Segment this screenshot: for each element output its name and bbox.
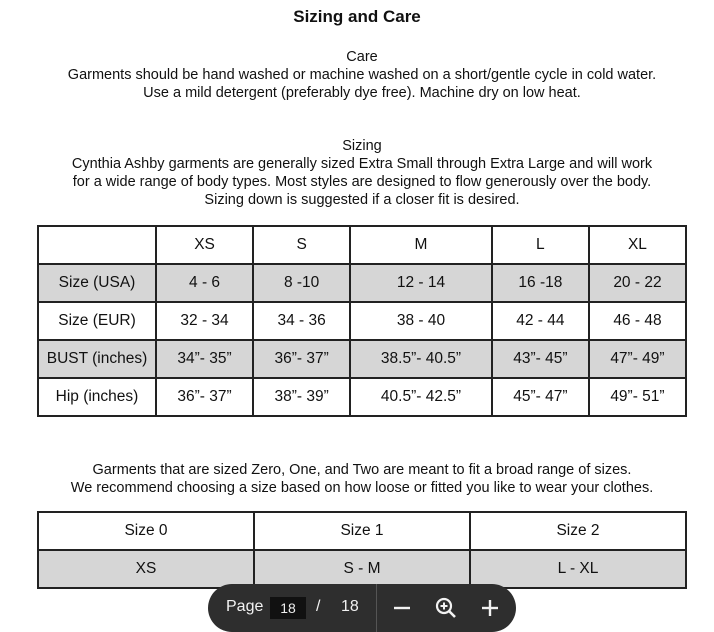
sizing-section bbox=[0, 137, 714, 209]
total-pages: 18 bbox=[341, 598, 359, 615]
table-cell: 34 - 36 bbox=[253, 302, 350, 340]
table-header-cell: Size 0 bbox=[38, 512, 254, 550]
zoom-in-icon bbox=[435, 597, 457, 619]
sizing-line: for a wide range of body types. Most styles are designed to flow generously over the body. bbox=[72, 174, 652, 190]
minus-icon bbox=[392, 598, 412, 618]
care-line: Use a mild detergent (preferably dye free). Machine dry on low heat. bbox=[143, 85, 581, 101]
care-line: Garments should be hand washed or machine washed on a short/gentle cycle in cold water. bbox=[67, 67, 657, 83]
table-row bbox=[38, 264, 686, 302]
table-header-row bbox=[38, 512, 686, 550]
table-cell: 34”- 35” bbox=[156, 340, 253, 378]
zero-size-note bbox=[0, 461, 714, 497]
table-cell: 4 - 6 bbox=[156, 264, 253, 302]
row-label: Size (EUR) bbox=[38, 302, 156, 340]
page-label: Page bbox=[226, 598, 264, 615]
care-section bbox=[0, 48, 714, 102]
table-cell: S - M bbox=[254, 550, 470, 588]
zoom-out-button[interactable] bbox=[388, 594, 416, 622]
zero-size-table bbox=[37, 511, 687, 589]
table-header-cell: Size 1 bbox=[254, 512, 470, 550]
note-line: We recommend choosing a size based on how loose or fitted you like to wear your clothes. bbox=[70, 480, 654, 496]
table-cell: 36”- 37” bbox=[156, 378, 253, 416]
add-button[interactable] bbox=[476, 594, 504, 622]
table-header-cell: S bbox=[253, 226, 350, 264]
row-label: Hip (inches) bbox=[38, 378, 156, 416]
size-chart-table bbox=[37, 225, 687, 417]
table-cell: 45”- 47” bbox=[492, 378, 589, 416]
page-navigation-toolbar bbox=[208, 584, 516, 632]
table-header-cell: XS bbox=[156, 226, 253, 264]
table-row bbox=[38, 340, 686, 378]
page-number-input[interactable]: 18 bbox=[270, 597, 306, 619]
plus-icon bbox=[480, 598, 500, 618]
row-label: BUST (inches) bbox=[38, 340, 156, 378]
table-cell: 38 - 40 bbox=[350, 302, 492, 340]
table-header-cell: L bbox=[492, 226, 589, 264]
table-cell: 36”- 37” bbox=[253, 340, 350, 378]
table-cell: 40.5”- 42.5” bbox=[350, 378, 492, 416]
page-title: Sizing and Care bbox=[293, 7, 421, 26]
table-header-cell bbox=[38, 226, 156, 264]
sizing-heading: Sizing bbox=[342, 138, 382, 154]
table-row bbox=[38, 302, 686, 340]
zoom-in-button[interactable] bbox=[432, 594, 460, 622]
table-cell: 8 -10 bbox=[253, 264, 350, 302]
table-cell: 38.5”- 40.5” bbox=[350, 340, 492, 378]
table-cell: 47”- 49” bbox=[589, 340, 686, 378]
table-cell: 12 - 14 bbox=[350, 264, 492, 302]
table-cell: 46 - 48 bbox=[589, 302, 686, 340]
page-separator: / bbox=[316, 598, 321, 615]
care-heading: Care bbox=[346, 49, 378, 65]
table-cell: 49”- 51” bbox=[589, 378, 686, 416]
table-cell: 16 -18 bbox=[492, 264, 589, 302]
table-cell: 32 - 34 bbox=[156, 302, 253, 340]
table-cell: 42 - 44 bbox=[492, 302, 589, 340]
toolbar-divider bbox=[376, 584, 377, 632]
note-line: Garments that are sized Zero, One, and Two are meant to fit a broad range of sizes. bbox=[92, 462, 632, 478]
table-cell: L - XL bbox=[470, 550, 686, 588]
table-header-cell: Size 2 bbox=[470, 512, 686, 550]
table-header-row bbox=[38, 226, 686, 264]
table-header-cell: M bbox=[350, 226, 492, 264]
row-label: Size (USA) bbox=[38, 264, 156, 302]
table-cell: XS bbox=[38, 550, 254, 588]
table-row bbox=[38, 378, 686, 416]
table-header-cell: XL bbox=[589, 226, 686, 264]
table-cell: 43”- 45” bbox=[492, 340, 589, 378]
sizing-line: Sizing down is suggested if a closer fit is desired. bbox=[204, 192, 520, 208]
sizing-line: Cynthia Ashby garments are generally sized Extra Small through Extra Large and will work bbox=[71, 156, 653, 172]
table-cell: 20 - 22 bbox=[589, 264, 686, 302]
table-cell: 38”- 39” bbox=[253, 378, 350, 416]
table-row bbox=[38, 550, 686, 588]
